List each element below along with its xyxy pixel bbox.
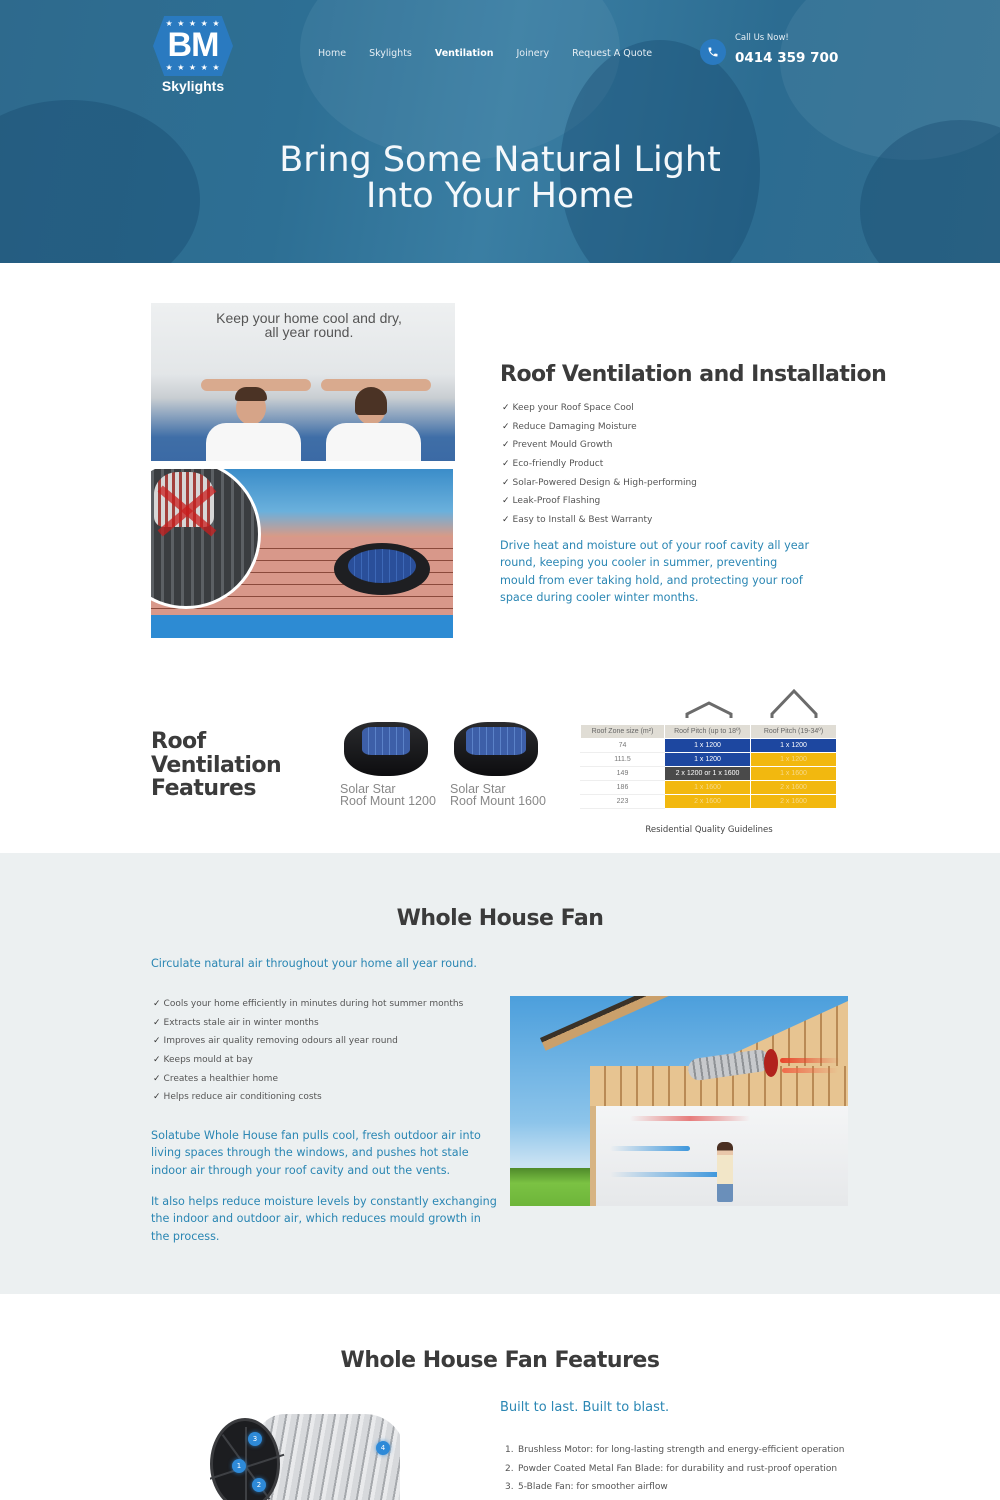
feature-marker-4[interactable]: 4: [376, 1441, 390, 1455]
hair: [235, 387, 267, 401]
grass: [510, 1168, 590, 1206]
fan-icon: [764, 1049, 778, 1077]
check-icon: ✓: [153, 1092, 161, 1103]
steep-pitch-roof-icon: [770, 688, 818, 720]
table-cell: 2 x 1600: [751, 781, 837, 795]
nav-skylights[interactable]: Skylights: [369, 48, 412, 59]
fan-description-1: Solatube Whole House fan pulls cool, fresh outdoor air into living spaces through the windows, and pushes hot stale indoor air through your roof cavity and out the vents.: [151, 1129, 481, 1177]
list-item: [153, 1032, 463, 1051]
cool-air-swirl: [610, 1172, 720, 1177]
list-item-text: Improves air quality removing odours all year round: [163, 1036, 398, 1047]
table-cell: 1 x 1200: [665, 739, 751, 753]
logo-stars-icon: ★ ★ ★ ★ ★: [165, 63, 221, 72]
section-title: Whole House Fan: [396, 906, 604, 931]
list-item-text: Extracts stale air in winter months: [163, 1017, 319, 1028]
logo-stars-icon: ★ ★ ★ ★ ★: [165, 19, 221, 28]
hot-air-swirl: [780, 1058, 840, 1063]
solar-panel: [466, 727, 526, 755]
ventilation-benefits-list: [502, 399, 697, 530]
nav-ventilation[interactable]: Ventilation: [434, 48, 494, 59]
list-item-text: Cools your home efficiently in minutes during hot summer months: [163, 999, 464, 1009]
hero-title-line2: Into Your Home: [366, 176, 634, 216]
table-cell: 1 x 1200: [751, 753, 837, 767]
roof-blue-band: [151, 615, 453, 638]
list-item: [153, 995, 463, 1014]
list-item-text: 5-Blade Fan: for smoother airflow: [518, 1482, 668, 1493]
list-item: [153, 1051, 463, 1070]
table-row: [581, 781, 837, 795]
fan-benefits-list: [153, 995, 463, 1107]
product-name-line2: Roof Mount 1600: [450, 793, 546, 808]
check-icon: ✓: [153, 1073, 161, 1084]
column-header: Roof Zone size (m²): [581, 725, 665, 739]
check-icon: ✓: [153, 1055, 161, 1066]
column-header: Roof Pitch (19-34º): [751, 725, 837, 739]
list-item-text: Powder Coated Metal Fan Blade: for durability and rust-proof operation: [518, 1463, 838, 1474]
product-name-line1: Solar Star: [450, 782, 506, 796]
features-title: [151, 730, 281, 801]
low-pitch-roof-icon: [685, 700, 733, 720]
nav-home[interactable]: Home: [318, 48, 347, 59]
list-item: [502, 418, 697, 437]
check-icon: ✓: [502, 496, 510, 507]
logo[interactable]: [150, 16, 236, 96]
list-item-text: Reduce Damaging Moisture: [512, 421, 637, 432]
phone-icon: [700, 39, 726, 65]
fan-description-2: It also helps reduce moisture levels by constantly exchanging the indoor and outdoor air, which reduces mould growth in the process.: [151, 1195, 497, 1243]
whole-house-fan-product-image: [210, 1410, 400, 1500]
solar-panel: [348, 549, 416, 583]
list-item-text: Helps reduce air conditioning costs: [163, 1092, 322, 1103]
fan-icon: [210, 1418, 280, 1500]
list-number: 2.: [505, 1463, 514, 1474]
logo-initials: BM: [167, 26, 219, 64]
table-caption: Residential Quality Guidelines: [645, 825, 773, 835]
table-cell: 74: [581, 739, 665, 753]
shirt: [326, 423, 421, 461]
list-item: [505, 1478, 844, 1497]
caption-line2: all year round.: [264, 324, 354, 340]
feature-marker-3[interactable]: 3: [248, 1432, 262, 1446]
table-row: [581, 767, 837, 781]
table-cell: 149: [581, 767, 665, 781]
solar-roof-vent-image: [151, 469, 453, 638]
table-cell: 1 x 1200: [665, 753, 751, 767]
person-man: [191, 361, 311, 461]
list-item: [153, 1014, 463, 1033]
section-subtitle: Circulate natural air throughout your home all year round.: [151, 957, 477, 970]
list-item-text: Brushless Motor: for long-lasting strength and energy-efficient operation: [518, 1445, 845, 1455]
table-cell: 2 x 1600: [751, 795, 837, 809]
list-item: [502, 511, 697, 530]
hero-title-line1: Bring Some Natural Light: [279, 140, 721, 180]
table-cell: 1 x 1600: [665, 781, 751, 795]
cool-air-swirl: [610, 1146, 690, 1151]
list-item-text: Prevent Mould Growth: [512, 440, 613, 451]
call-label: Call Us Now!: [735, 33, 789, 43]
check-icon: ✓: [502, 515, 510, 526]
fan-features-list: [505, 1441, 844, 1497]
list-item: [502, 455, 697, 474]
table-cell: 186: [581, 781, 665, 795]
woman-figure: [717, 1142, 733, 1202]
product-name: [340, 784, 436, 807]
list-item: [502, 399, 697, 418]
table-cell: 2 x 1600: [665, 795, 751, 809]
check-icon: ✓: [502, 421, 510, 432]
quality-guidelines-table: [580, 724, 837, 809]
check-icon: ✓: [502, 477, 510, 488]
list-item-text: Easy to Install & Best Warranty: [512, 515, 653, 526]
list-item-text: Keep your Roof Space Cool: [512, 403, 634, 413]
table-cell: 2 x 1200 or 1 x 1600: [665, 767, 751, 781]
list-item-text: Keeps mould at bay: [163, 1055, 253, 1066]
list-item-text: Solar-Powered Design & High-performing: [512, 477, 697, 488]
list-item: [502, 492, 697, 511]
hot-air-swirl: [630, 1116, 750, 1121]
logo-name: Skylights: [161, 78, 225, 94]
list-item: [153, 1088, 463, 1107]
solar-vent-icon: [454, 722, 538, 776]
section-subtitle: Built to last. Built to blast.: [500, 1400, 670, 1415]
list-item: [505, 1441, 844, 1460]
shirt: [206, 423, 301, 461]
list-item: [502, 474, 697, 493]
table-header-row: [581, 725, 837, 739]
list-item: [502, 436, 697, 455]
feature-marker-1[interactable]: 1: [232, 1459, 246, 1473]
list-number: 3.: [505, 1482, 514, 1493]
column-header: Roof Pitch (up to 18º): [665, 725, 751, 739]
nav-joinery[interactable]: Joinery: [516, 48, 550, 59]
hero-banner: [0, 0, 1000, 263]
table-row: [581, 795, 837, 809]
caption-line1: Keep your home cool and dry,: [216, 310, 402, 326]
features-title-line3: Features: [151, 776, 256, 801]
feature-marker-2[interactable]: 2: [252, 1478, 266, 1492]
table-cell: 1 x 1200: [751, 739, 837, 753]
couple-image: [151, 303, 455, 461]
check-icon: ✓: [153, 999, 161, 1009]
section-title: Roof Ventilation and Installation: [500, 362, 887, 387]
phone-number[interactable]: 0414 359 700: [735, 50, 839, 66]
product-name-line1: Solar Star: [340, 782, 396, 796]
product-name: [450, 784, 546, 807]
check-icon: ✓: [502, 459, 510, 470]
nav-request-quote[interactable]: Request A Quote: [572, 48, 653, 59]
whole-house-fan-diagram-image: [510, 996, 848, 1206]
table-row: [581, 753, 837, 767]
hair: [355, 387, 387, 415]
list-item-text: Creates a healthier home: [163, 1073, 278, 1084]
check-icon: ✓: [502, 403, 510, 413]
list-item: [505, 1460, 844, 1479]
main-nav: [318, 48, 675, 59]
ventilation-description: Drive heat and moisture out of your roof cavity all year round, keeping you cooler in summer, preventing mould from ever taking hold, and protecting your roof space during cooler winter months.: [500, 539, 810, 605]
list-item-text: Leak-Proof Flashing: [512, 496, 601, 507]
hot-air-swirl: [782, 1068, 838, 1073]
list-number: 1.: [505, 1445, 514, 1455]
features-title-line2: Ventilation: [151, 752, 282, 778]
hero-title: [0, 142, 1000, 214]
check-icon: ✓: [502, 440, 510, 451]
section-title: Whole House Fan Features: [340, 1348, 660, 1373]
list-item: [153, 1070, 463, 1089]
features-title-line1: Roof: [151, 729, 206, 754]
check-icon: ✓: [153, 1017, 161, 1028]
solar-vent-icon: [334, 543, 430, 595]
table-cell: 223: [581, 795, 665, 809]
image-caption: [151, 311, 455, 339]
check-icon: ✓: [153, 1036, 161, 1047]
solar-vent-icon: [344, 722, 428, 776]
table-row: [581, 739, 837, 753]
product-name-line2: Roof Mount 1200: [340, 793, 436, 808]
solar-panel: [362, 727, 410, 755]
table-cell: 111.5: [581, 753, 665, 767]
person-woman: [311, 361, 431, 461]
list-item-text: Eco-friendly Product: [512, 459, 604, 470]
table-cell: 1 x 1600: [751, 767, 837, 781]
